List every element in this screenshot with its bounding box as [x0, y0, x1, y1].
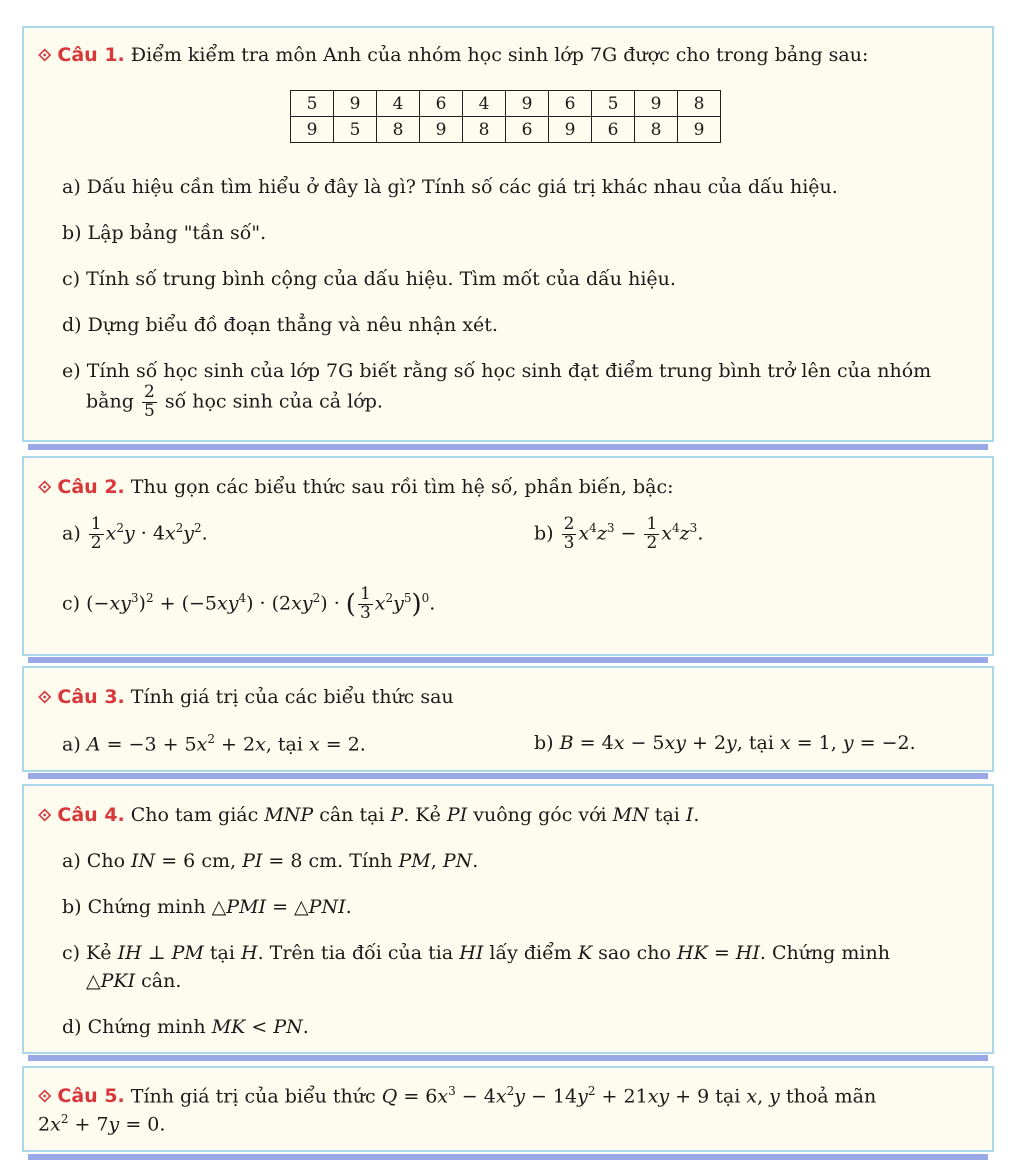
question-4-card — [22, 784, 994, 1054]
table-cell: 8 — [463, 117, 506, 143]
diamond-bullet-icon: ⟐ — [38, 46, 52, 66]
fraction-two-fifths: $\frac{2}{5}$ — [143, 382, 155, 421]
question-4-header: ⟐ Câu 4. Cho tam giác MNP cân tại P. Kẻ PI vuông góc với MN tại I. — [38, 804, 700, 826]
section-divider — [28, 1154, 988, 1160]
question-5-header: ⟐ Câu 5. Tính giá trị của biểu thức $Q = 6x^3 - 4x^2y - 14y^2 + 21xy + 9$ tại x, y thoả mãn — [38, 1084, 877, 1108]
table-cell: 9 — [334, 91, 377, 117]
question-3-part-a: a) $A = -3 + 5x^2 + 2x$, tại x = 2. — [62, 732, 366, 756]
question-4-part-d: d) Chứng minh MK < PN. — [62, 1016, 309, 1038]
table-cell: 9 — [635, 91, 678, 117]
table-cell: 9 — [420, 117, 463, 143]
table-cell: 6 — [549, 91, 592, 117]
question-4-part-b: b) Chứng minh △PMI = △PNI. — [62, 896, 352, 918]
question-2-part-c: c) $(-xy^3)^2 + (-5xy^4) \cdot (2xy^2)$ · ( $\frac{1}{3}$ $x^2y^5)^0$. — [62, 584, 436, 623]
part-e-text-end: số học sinh của cả lớp. — [164, 390, 383, 413]
question-2-intro: Thu gọn các biểu thức sau rồi tìm hệ số, phần biến, bậc: — [130, 476, 674, 498]
question-1-intro: Điểm kiểm tra môn Anh của nhóm học sinh lớp 7G được cho trong bảng sau: — [130, 44, 869, 66]
table-cell: 4 — [377, 91, 420, 117]
question-2-card — [22, 456, 994, 656]
section-divider — [28, 1055, 988, 1061]
table-cell: 9 — [549, 117, 592, 143]
score-table — [290, 90, 721, 143]
section-divider — [28, 657, 988, 663]
question-5-card — [22, 1066, 994, 1152]
question-3-intro: Tính giá trị của các biểu thức sau — [130, 686, 454, 708]
question-1-card — [22, 26, 994, 442]
table-cell: 6 — [592, 117, 635, 143]
question-3-card — [22, 666, 994, 772]
diamond-bullet-icon: ⟐ — [38, 806, 52, 826]
table-row — [291, 91, 721, 117]
table-cell: 4 — [463, 91, 506, 117]
question-3-number: Câu 3. — [57, 686, 125, 708]
question-4-part-c-line2: △PKI cân. — [86, 970, 182, 992]
question-1-part-e-line2 — [86, 384, 383, 421]
question-4-part-a: a) Cho IN = 6 cm, PI = 8 cm. Tính PM, PN. — [62, 850, 479, 872]
question-5-line2: $2x^2 + 7y = 0$. — [38, 1112, 166, 1136]
question-2-header — [38, 476, 674, 498]
table-cell: 5 — [291, 91, 334, 117]
table-cell: 9 — [506, 91, 549, 117]
question-1-part-c: c) Tính số trung bình cộng của dấu hiệu. Tìm mốt của dấu hiệu. — [62, 268, 676, 290]
question-2-part-a: a) $\frac{1}{2}$ $x^2y \cdot 4x^2y^2$. — [62, 514, 208, 553]
table-cell: 5 — [334, 117, 377, 143]
question-3-part-b: b) B = 4x − 5xy + 2y, tại x = 1, y = −2. — [534, 732, 916, 754]
question-1-part-b: b) Lập bảng "tần số". — [62, 222, 267, 244]
question-4-part-c-line1: c) Kẻ IH ⊥ PM tại H. Trên tia đối của tia HI lấy điểm K sao cho HK = HI. Chứng minh — [62, 942, 890, 964]
question-4-number: Câu 4. — [57, 804, 125, 826]
part-e-text-start: bằng — [86, 390, 134, 413]
table-cell: 8 — [377, 117, 420, 143]
question-1-part-e-line1: e) Tính số học sinh của lớp 7G biết rằng số học sinh đạt điểm trung bình trở lên của nhóm — [62, 360, 932, 382]
question-1-part-a: a) Dấu hiệu cần tìm hiểu ở đây là gì? Tính số các giá trị khác nhau của dấu hiệu. — [62, 176, 838, 198]
table-cell: 8 — [635, 117, 678, 143]
question-1-number: Câu 1. — [57, 44, 125, 66]
section-divider — [28, 773, 988, 779]
table-cell: 9 — [291, 117, 334, 143]
diamond-bullet-icon: ⟐ — [38, 688, 52, 708]
question-3-header — [38, 686, 454, 708]
question-2-part-b: b) $\frac{2}{3}$ $x^4z^3$ − $\frac{1}{2}$ $x^4z^3$. — [534, 514, 704, 553]
diamond-bullet-icon: ⟐ — [38, 478, 52, 498]
question-2-number: Câu 2. — [57, 476, 125, 498]
section-divider — [28, 444, 988, 450]
table-cell: 5 — [592, 91, 635, 117]
question-1-part-d: d) Dựng biểu đồ đoạn thẳng và nêu nhận xét. — [62, 314, 498, 336]
table-row — [291, 117, 721, 143]
table-cell: 9 — [678, 117, 721, 143]
question-1-header — [38, 44, 868, 66]
table-cell: 8 — [678, 91, 721, 117]
question-5-number: Câu 5. — [57, 1085, 125, 1108]
table-cell: 6 — [506, 117, 549, 143]
table-cell: 6 — [420, 91, 463, 117]
diamond-bullet-icon: ⟐ — [38, 1087, 52, 1108]
